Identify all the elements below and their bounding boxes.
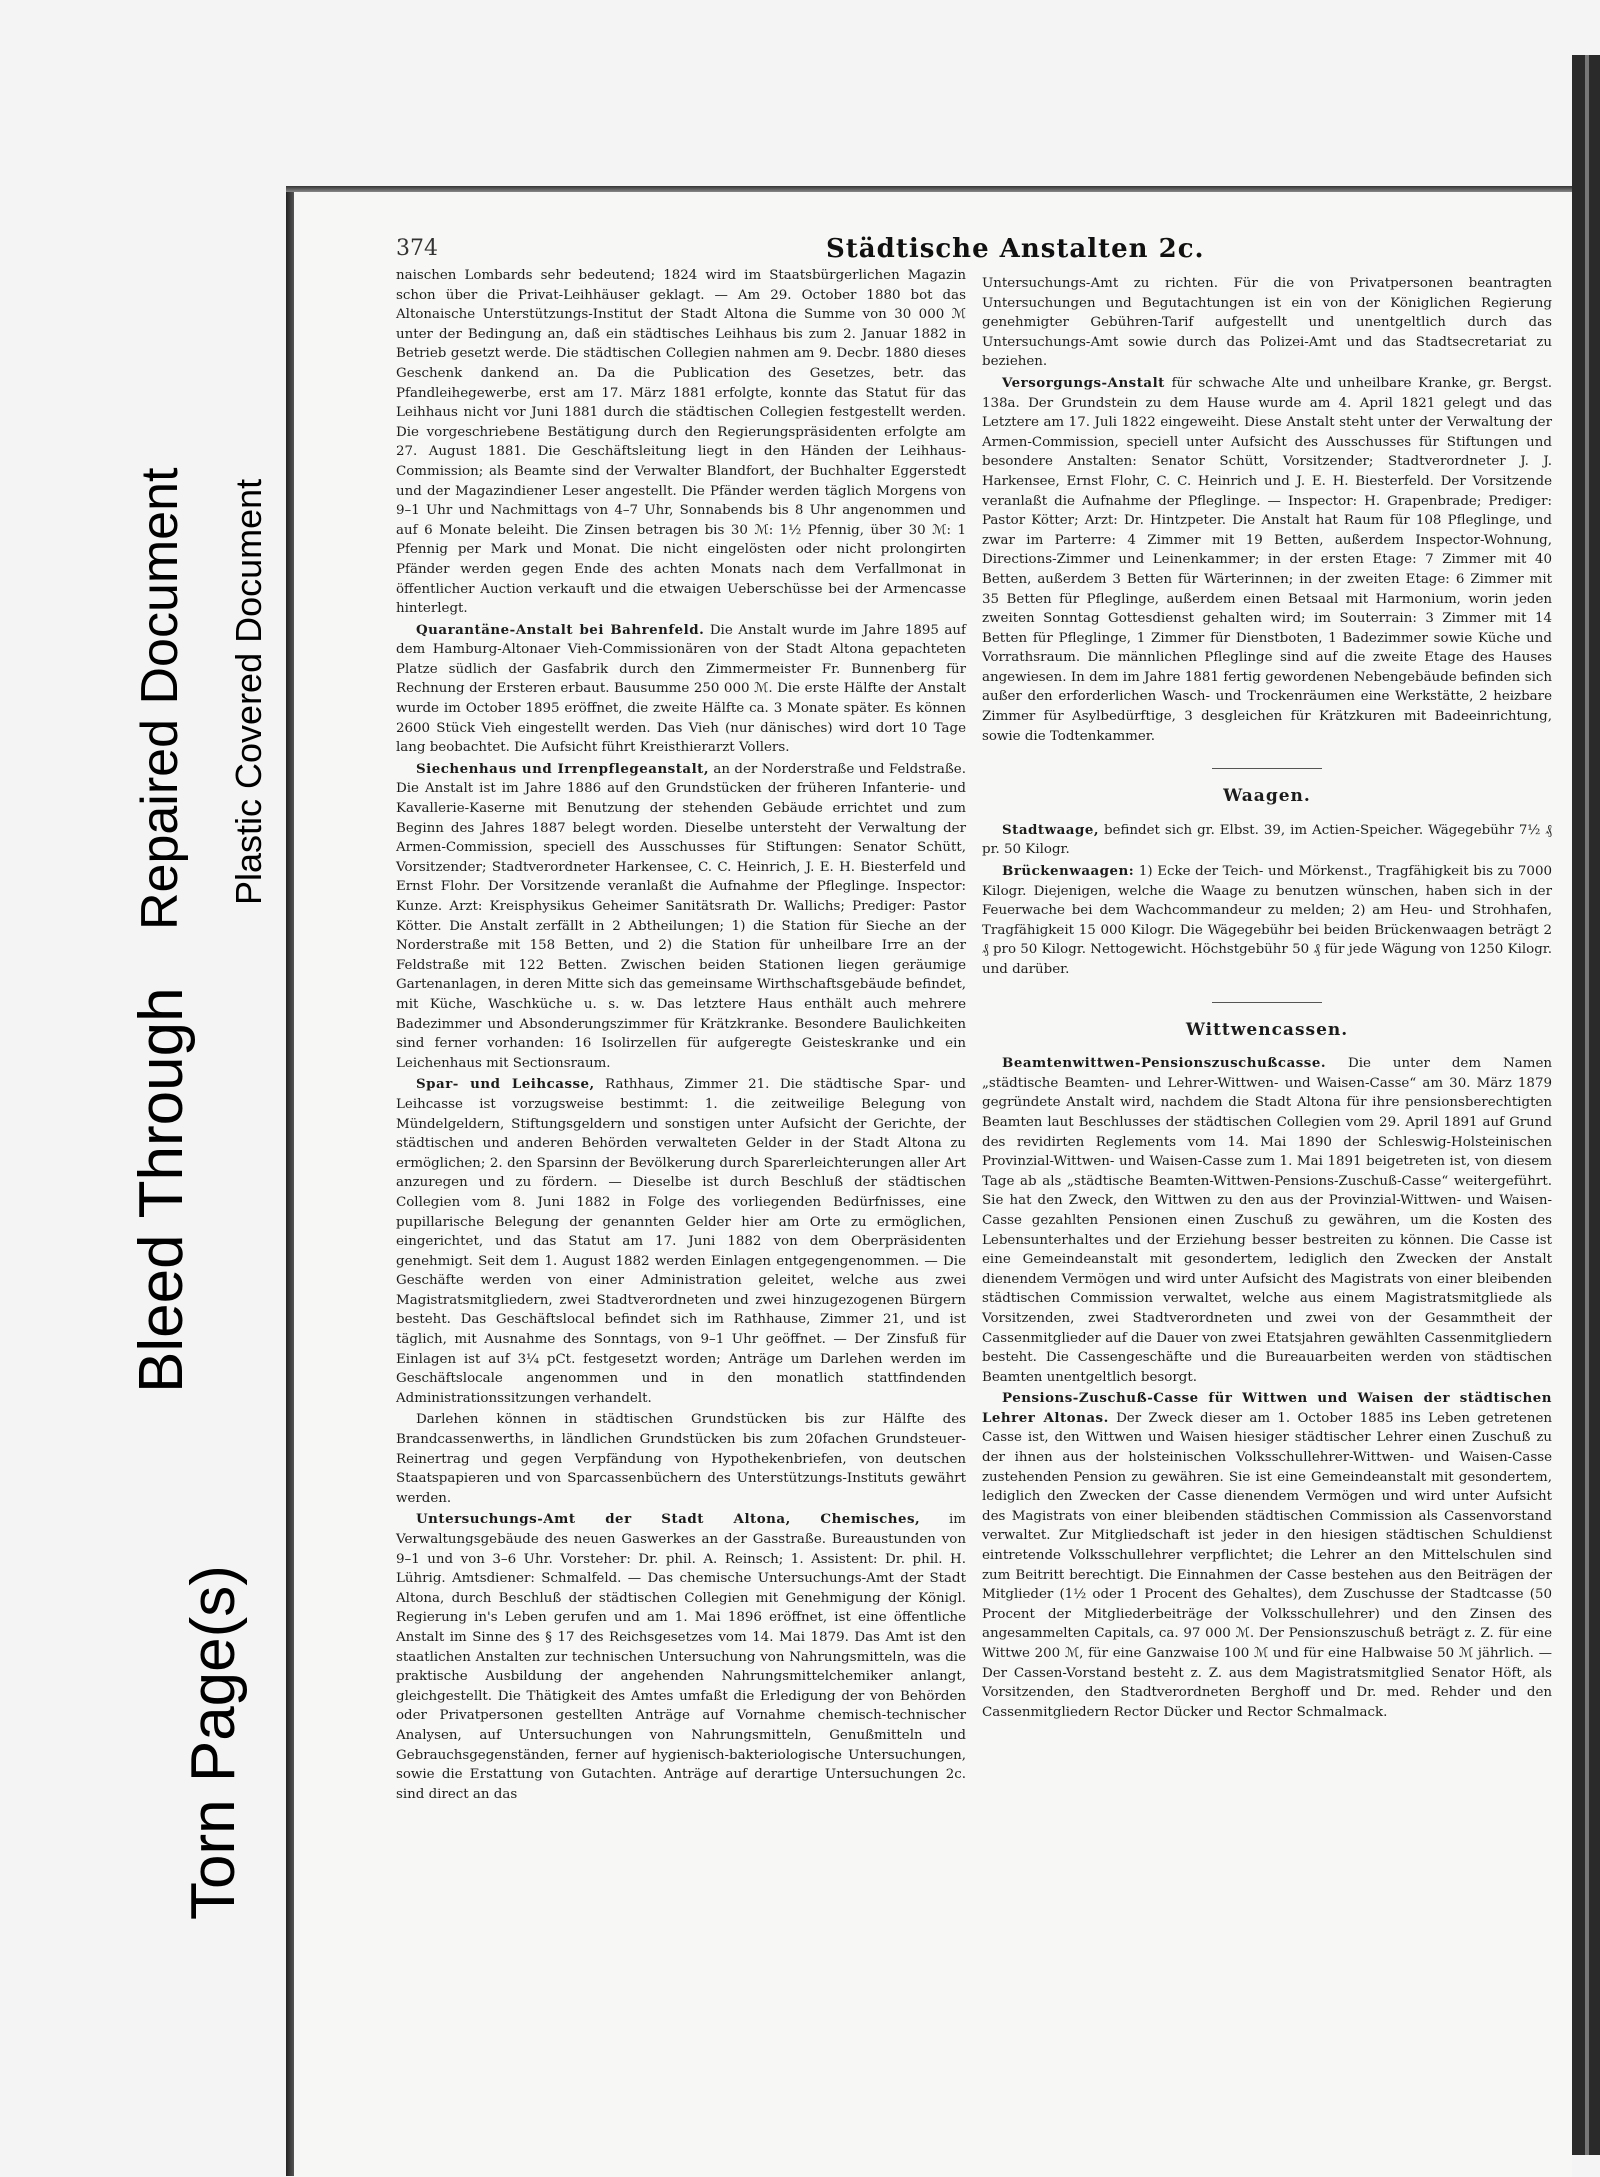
untersuchungsamt-text: im Verwaltungsgebäude des neuen Gaswerkes an der Gasstraße. Bureaustunden von 9–1 und von 3–6 Uhr. Vorsteher: Dr. phil. A. Reinsch; 1. Assistent: Dr. phil. H. Lührig. Amtsdiener: Schmalfeld. — Das chemische Untersuchungs-Amt der Stadt Altona, durch Beschluß der städtischen Collegien mit Genehmigung der Königl. Regierung in's Leben gerufen und am 1. Mai 1896 eröffnet, ist eine öffentliche Anstalt im Sinne des § 17 des Reichsgesetzes vom 14. Mai 1879. Das Amt ist den staatlichen Anstalten zur technischen Untersuchung von Nahrungsmitteln, was die praktische Ausbildung der angehenden Nahrungsmittelchemiker anlangt, gleichgestellt. Die Thätigkeit des Amtes umfaßt die Erledigung der von Behörden oder Privatpersonen gestellten Anträge auf Vornahme chemisch-technischer Analysen, auf Untersuchungen von Nahrungsmitteln, Genußmitteln und Gebrauchsgegenständen, ferner auf hygienisch-bakteriologische Untersuchungen, sowie die Erstattung von Gutachten. Anträge auf derartige Untersuchungen 2c. sind direct an das (396, 1512, 966, 1802)
stadtwaage-text: befindet sich gr. Elbst. 39, im Actien-Speicher. Wägegebühr 7½ ₰ pr. 50 Kilogr. (982, 822, 1552, 858)
versorgung-entry (982, 374, 1552, 746)
untersuchungsamt-entry (396, 1510, 966, 1804)
repaired-document-label: Repaired Document (131, 467, 189, 930)
beamtenwittwen-entry (982, 1054, 1552, 1387)
versorgung-heading: Versorgungs-Anstalt (1002, 374, 1165, 391)
torn-pages-label: Torn Page(s) (179, 1565, 248, 1920)
lehrer-pensions-text: Der Zweck dieser am 1. October 1885 ins Leben getretenen Casse ist, den Wittwen und Waisen hiesiger städtischer Lehrer einen Zuschuß zu der ihnen aus der holsteinischen Volksschullehrer-Wittwen- und Waisen-Casse zustehenden Pension zu gewähren. Sie ist eine Gemeindeanstalt mit gesondertem, lediglich den Zwecken der Casse dienendem Vermögen und wird unter Aufsicht des Magistrats von einer bleibenden städtischen Commission als Cassenvorstand verwaltet. Zur Mitgliedschaft ist jeder in den hiesigen städtischen Schuldienst eintretende Volksschullehrer verpflichtet; die Lehrer an den Mittelschulen sind zum Beitritt berechtigt. Die Einnahmen der Casse bestehen aus den Beiträgen der Mitglieder (1½ oder 1 Procent des Gehaltes), dem Zuschusse der Stadtcasse (50 Procent der Mitgliederbeiträge der Volksschullehrer) und den Zinsen des angesammelten Capitals, ca. 97 000 ℳ. Der Pensionszuschuß beträgt z. Z. für eine Wittwe 200 ℳ, für eine Ganzwaise 100 ℳ und für eine Halbwaise 50 ℳ jährlich. — Der Cassen-Vorstand besteht z. Z. aus dem Magistratsmitglied Senator Höft, als Vorsitzenden, den Stadtverordneten Berghoff und Dr. med. Rehder und den Cassenmitgliedern Rector Dücker und Rector Schmalmack. (982, 1410, 1553, 1720)
siechenhaus-heading: Siechenhaus und Irrenpflegeanstalt, (416, 760, 710, 777)
brueckenwaagen-text: 1) Ecke der Teich- und Mörkenst., Tragfähigkeit bis zu 7000 Kilogr. Diejenigen, welche die Waage zu benutzen wünschen, haben sich in der Feuerwache bei dem Wachcommandeur zu melden; 2) am Heu- und Strohhafen, Tragfähigkeit 15 000 Kilogr. Die Wägegebühr bei beiden Brückenwaagen beträgt 2 ₰ pro 50 Kilogr. Nettogewicht. Höchstgebühr 50 ₰ für jede Wägung von 1250 Kilogr. und darüber. (982, 864, 1552, 977)
scanner-right-edge-line (1585, 55, 1589, 2155)
lehrer-pensions-heading: Pensions-Zuschuß-Casse für Wittwen und Waisen der städtischen Lehrer Altonas. (982, 1390, 1552, 1426)
left-column (396, 266, 966, 1804)
stadtwaage-heading: Stadtwaage, (1002, 821, 1100, 838)
siechenhaus-entry (396, 760, 966, 1074)
versorgung-text: für schwache Alte und unheilbare Kranke, gr. Bergst. 138a. Der Grundstein zu dem Hause wurde am 4. April 1821 gelegt und das Letztere am 17. Juli 1822 eingeweiht. Diese Anstalt steht unter der Verwaltung der Armen-Commission, speciell unter Aufsicht des Ausschusses für Stiftungen und besondere Anstalten: Senator Schütt, Vorsitzender; Stadtverordneter J. J. Harkensee, Ernst Flohr, C. C. Heinrich und J. E. H. Biesterfeld. Der Vorsitzende veranlaßt die Aufnahme der Pfleglinge. — Inspector: H. Grapenbrade; Prediger: Pastor Kötter; Arzt: Dr. Hintzpeter. Die Anstalt hat Raum für 108 Pfleglinge, und zwar im Parterre: 4 Zimmer mit 19 Betten, außerdem Inspector-Wohnung, Directions-Zimmer und Leinenkammer; in der ersten Etage: 7 Zimmer mit 40 Betten, außerdem 3 Betten für Wärterinnen; in der zweiten Etage: 6 Zimmer mit 35 Betten für Pfleglinge, außerdem einen Betsaal mit Harmonium, worin jeden zweiten Sonntag Gottesdienst gehalten wird; im Souterrain: 3 Zimmer mit 14 Betten für Pfleglinge, 1 Zimmer für Dienstboten, 1 Badezimmer sowie Küche und Vorrathsraum. Die männlichen Pfleglinge sind auf die zweite Etage des Hauses angewiesen. In dem im Jahre 1881 fertig gewordenen Nebengebäude befinden sich außer den erforderlichen Wasch- und Trockenräumen eine Werkstätte, 2 heizbare Zimmer für Asylbedürftige, 3 desgleichen für Krätzkuren mit Badeeinrichtung, sowie die Todtenkammer. (982, 375, 1552, 744)
page-title: Städtische Anstalten 2c. (826, 234, 1205, 264)
section-title-waagen: Waagen. (1223, 786, 1311, 807)
siechenhaus-text: an der Norderstraße und Feldstraße. Die Anstalt ist im Jahre 1886 auf den Grundstücken der früheren Infanterie- und Kavallerie-Kaserne mit Benutzung der stehenden Gebäude errichtet und zum Beginn des Jahres 1887 belegt worden. Dieselbe untersteht der Verwaltung der Armen-Commission, speciell des Ausschusses für Stiftungen: Senator Schütt, Vorsitzender; Stadtverordneter Harkensee, C. C. Heinrich, J. E. H. Biesterfeld und Ernst Flohr. Der Vorsitzende veranlaßt die Aufnahme der Pfleglinge. Inspector: Kunze. Arzt: Kreisphysikus Geheimer Sanitätsrath Dr. Wallichs; Prediger: Pastor Kötter. Die Anstalt zerfällt in 2 Abtheilungen; 1) die Station für Sieche an der Norderstraße mit 158 Betten, und 2) die Station für unheilbare Irre an der Feldstraße mit 122 Betten. Zwischen beiden Stationen liegen geräumige Gartenanlagen, in deren Mitte sich das gemeinsame Wirthschaftsgebäude befindet, mit Küche, Waschküche u. s. w. Das letztere Haus enthält auch mehrere Badezimmer und Absonderungszimmer für Krätzkranke. Besondere Baulichkeiten sind ferner vorhanden: 16 Isolirzellen für aufgeregte Geisteskranke und ein Leichenhaus mit Sectionsraum. (396, 761, 966, 1071)
sparcasse-text: Rathhaus, Zimmer 21. Die städtische Spar- und Leihcasse ist vorzugsweise bestimmt: 1. die zeitweilige Belegung von Mündelgeldern, Stiftungsgeldern und sonstigen unter Aufsicht der Gerichte, der städtischen und anderen Behörden verwalteten Gelder in der Stadt Altona zu ermöglichen; 2. den Sparsinn der Bevölkerung durch Sparerleichterungen aller Art anzuregen und zu fördern. — Dieselbe ist durch Beschluß der städtischen Collegien vom 8. Juni 1882 in Folge des vorliegenden Bedürfnisses, eine pupillarische Belegung der genannten Gelder hier am Orte zu ermöglichen, eingerichtet, und das Statut am 17. Juni 1882 von dem Oberpräsidenten genehmigt. Seit dem 1. August 1882 werden Einlagen entgegengenommen. — Die Geschäfte werden von einer Administration geleitet, welche aus zwei Magistratsmitgliedern, zwei Stadtverordneten und zwei hinzugezogenen Bürgern besteht. Das Geschäftslocal befindet sich im Rathhause, Zimmer 21, und ist täglich, mit Ausnahme des Sonntags, von 9–1 Uhr geöffnet. — Der Zinsfuß für Einlagen ist auf 3¼ pCt. festgesetzt worden; Anträge um Darlehen werden im Geschäftslocale angenommen und in den monatlich stattfindenden Administrationssitzungen verhandelt. (396, 1077, 966, 1406)
plastic-covered-label: Plastic Covered Document (228, 478, 269, 905)
beamtenwittwen-heading: Beamtenwittwen-Pensionszuschußcasse. (1002, 1055, 1327, 1072)
page-top-edge (286, 186, 1572, 192)
section-title-wittwencassen: Wittwencassen. (1185, 1019, 1349, 1040)
brueckenwaagen-entry (982, 862, 1552, 980)
stadtwaage-entry (982, 821, 1552, 860)
section-divider (1212, 1002, 1322, 1003)
lombard-paragraph: naischen Lombards sehr bedeutend; 1824 wird im Staatsbürgerlichen Magazin schon über die Privat-Leihhäuser geklagt. — Am 29. October 1880 bot das Altonaische Unterstützungs-Institut der Stadt Altona die Summe von 30 000 ℳ unter der Bedingung an, daß ein städtisches Leihhaus bis zum 2. Januar 1882 in Betrieb gesetzt werde. Die städtischen Collegien nahmen am 9. Decbr. 1880 dieses Geschenk dankend an. Da die Publication des Gesetzes, betr. das Pfandleihegewerbe, erst am 17. März 1881 erfolgte, konnte das Statut für das Leihhaus nicht vor Juni 1881 durch die städtischen Collegien festgestellt werden. Die vorgeschriebene Bestätigung durch den Regierungspräsidenten erfolgte am 27. August 1881. Die Geschäftsleitung liegt in den Händen der Leihhaus-Commission; als Beamte sind der Verwalter Blandfort, der Buchhalter Eggerstedt und der Magazindiener Leser angestellt. Die Pfänder werden täglich Morgens von 9–1 Uhr und Nachmittags von 4–7 Uhr, Sonnabends bis 8 Uhr angenommen und auf 6 Monate beleiht. Die Zinsen betragen bis 30 ℳ: 1½ Pfennig, über 30 ℳ: 1 Pfennig per Mark und Monat. Die nicht eingelösten oder nicht prolongirten Pfänder werden gegen Ende des achten Monats nach dem Verfallmonat in öffentlicher Auction verkauft und die etwaigen Ueberschüsse bei der Armencasse hinterlegt. (396, 268, 966, 617)
sparcasse-heading: Spar- und Leihcasse, (416, 1076, 595, 1093)
brueckenwaagen-heading: Brückenwaagen: (1002, 863, 1135, 880)
untersuchungsamt-heading: Untersuchungs-Amt der Stadt Altona, Chemisches, (416, 1511, 921, 1528)
untersuchungsamt-continuation: Untersuchungs-Amt zu richten. Für die von Privatpersonen beantragten Untersuchungen und Begutachtungen ist ein von der Königlichen Regierung genehmigter Gebühren-Tarif aufgestellt und unentgeltlich durch das Untersuchungs-Amt sowie durch das Polizei-Amt und das Stadtsecretariat zu beziehen. (982, 276, 1552, 370)
page-left-edge (286, 186, 294, 2176)
darlehen-paragraph: Darlehen können in städtischen Grundstücken bis zur Hälfte des Brandcassenwerths, in ländlichen Grundstücken bis zum 20fachen Grundsteuer-Reinertrag und gegen Verpfändung von Hypothekenbriefen, von deutschen Staatspapieren und von Sparcassenbüchern des Unterstützungs-Instituts gewährt werden. (396, 1412, 966, 1506)
right-column (982, 274, 1552, 1722)
sparcasse-entry (396, 1075, 966, 1408)
quarantaene-entry (396, 621, 966, 758)
section-divider (1212, 768, 1322, 769)
beamtenwittwen-text: Die unter dem Namen „städtische Beamten- und Lehrer-Wittwen- und Waisen-Casse“ am 30. März 1879 gegründete Anstalt wird, nachdem die Stadt Altona für ihre pensionsberechtigten Beamten laut Beschlusses der städtischen Collegien vom 29. April 1891 auf Grund des revidirten Reglements vom 14. Mai 1890 der Schleswig-Holsteinischen Provinzial-Wittwen- und Waisen-Casse zum 1. Mai 1891 beigetreten ist, von diesem Tage ab als „städtische Beamten-Wittwen-Pensions-Zuschuß-Casse“ weitergeführt. Sie hat den Zweck, den Wittwen zu den aus der Provinzial-Wittwen- und Waisen-Casse gezahlten Pensionen einen Zuschuß zu gewähren, um die Kosten des Lebensunterhaltes und der Erziehung besser bestreiten zu können. Die Casse ist eine Gemeindeanstalt mit gesondertem, lediglich den Zwecken der Anstalt dienendem Vermögen und wird unter Aufsicht des Magistrats von einer bleibenden städtischen Commission verwaltet, welche aus einem Magistratsmitgliede als Vorsitzenden, zwei Stadtverordneten und zwei von der Gesammtheit der Cassenmitglieder auf die Dauer von zwei Etatsjahren gewählten Cassenmitgliedern besteht. Die Cassengeschäfte und die Bureauarbeiten werden von städtischen Beamten unentgeltlich besorgt. (982, 1056, 1552, 1385)
quarantaene-heading: Quarantäne-Anstalt bei Bahrenfeld. (416, 621, 705, 638)
bleed-through-label: Bleed Through (127, 987, 196, 1393)
quarantaene-text: Die Anstalt wurde im Jahre 1895 auf dem Hamburg-Altonaer Vieh-Commissionären von der Stadt Altona gepachteten Platze südlich der Gasfabrik durch den Zimmermeister Fr. Bunnenberg für Rechnung der Ersteren erbaut. Bausumme 250 000 ℳ. Die erste Hälfte der Anstalt wurde im October 1895 eröffnet, die zweite Hälfte ca. 3 Monate später. Es können 2600 Stück Vieh eingestellt werden. Das Vieh (nur dänisches) wird dort 10 Tage lang beobachtet. Die Aufsicht führt Kreisthierarzt Vollers. (396, 622, 966, 756)
page-number: 374 (396, 236, 438, 261)
lehrer-pensions-entry (982, 1389, 1552, 1722)
